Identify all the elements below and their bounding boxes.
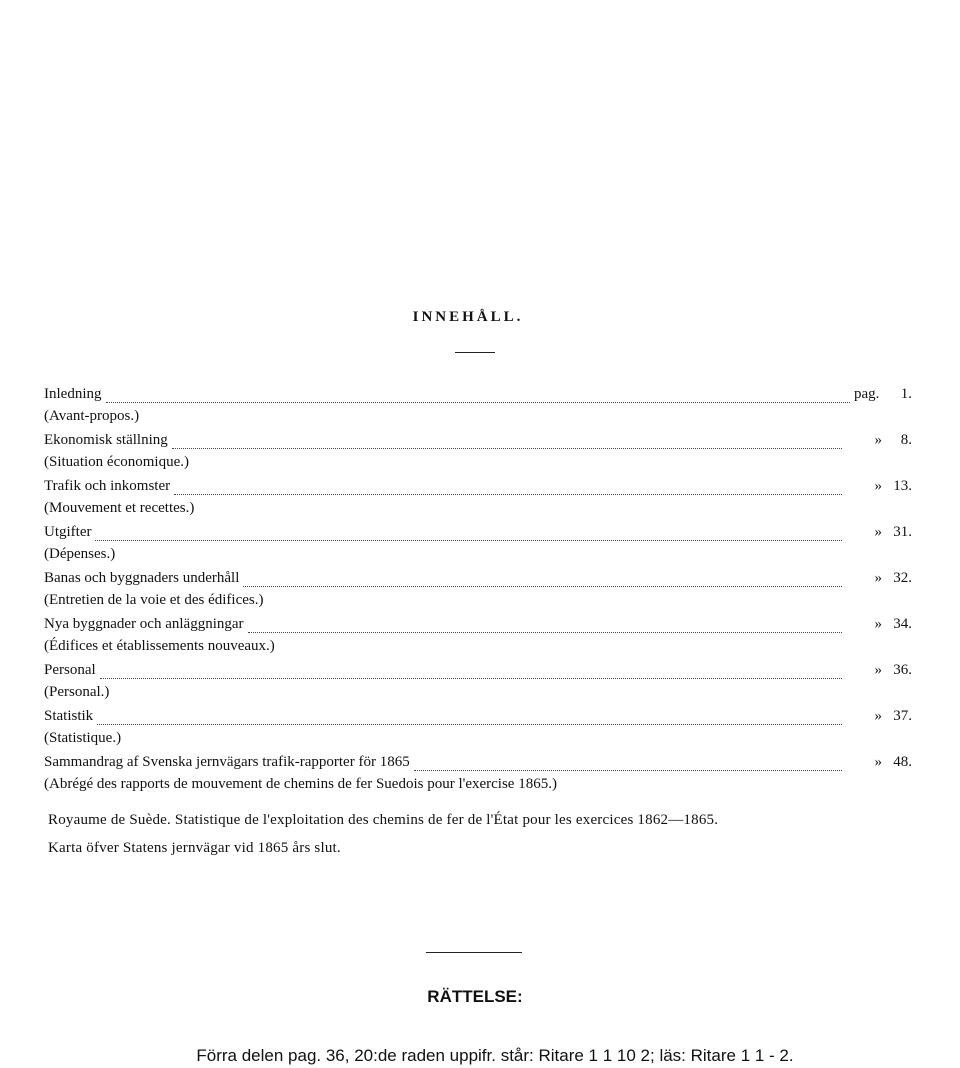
toc-page-number: 48.	[893, 754, 912, 770]
toc-page-prefix: »	[874, 662, 882, 678]
toc-entry-translation: (Édifices et établissements nouveaux.)	[44, 638, 275, 654]
toc-entry	[44, 478, 912, 524]
toc-page-number: 1.	[900, 386, 912, 402]
dot-leader	[414, 767, 842, 771]
dot-leader	[248, 629, 842, 633]
toc-entry-translation: (Avant-propos.)	[44, 408, 140, 424]
toc-page-number: 32.	[893, 570, 912, 586]
toc-entry-translation: (Entretien de la voie et des édifices.)	[44, 592, 264, 608]
toc-entry-title: Utgifter	[44, 524, 92, 540]
toc-entry	[44, 708, 912, 754]
toc-entry	[44, 616, 912, 662]
toc-page-prefix: »	[874, 570, 882, 586]
page-title: INNEHÅLL.	[412, 309, 524, 325]
toc-page-number: 34.	[893, 616, 912, 632]
toc-entry-title: Trafik och inkomster	[44, 478, 171, 494]
toc-page-prefix: »	[874, 708, 882, 724]
dot-leader	[97, 721, 842, 725]
toc-entry-title: Statistik	[44, 708, 94, 724]
toc-page-number: 36.	[893, 662, 912, 678]
toc-entry-title: Personal	[44, 662, 96, 678]
toc-entry	[44, 432, 912, 478]
toc-page-number: 31.	[893, 524, 912, 540]
toc-entry	[44, 662, 912, 708]
supplement-item: Royaume de Suède. Statistique de l'exploitation des chemins de fer de l'État pour les exercices 1862—1865.	[48, 812, 719, 828]
toc-entry-title: Banas och byggnaders underhåll	[44, 570, 240, 586]
dot-leader	[100, 675, 842, 679]
toc-page-prefix: »	[874, 432, 882, 448]
toc-entry-translation: (Statistique.)	[44, 730, 122, 746]
toc-entry-title: Ekonomisk ställning	[44, 432, 168, 448]
toc-page-prefix: »	[874, 478, 882, 494]
errata-heading: RÄTTELSE:	[427, 987, 523, 1006]
toc-entry	[44, 754, 912, 810]
toc-entry-title: Sammandrag af Svenska jernvägars trafik-rapporter för 1865	[44, 754, 410, 770]
dot-leader	[172, 445, 842, 449]
dot-leader	[95, 537, 842, 541]
toc-entry-title: Inledning	[44, 386, 102, 402]
toc-page-prefix: »	[874, 616, 882, 632]
toc-entry-translation: (Dépenses.)	[44, 546, 116, 562]
toc-entry	[44, 524, 912, 570]
toc-page-number: 37.	[893, 708, 912, 724]
toc-entry-translation: (Personal.)	[44, 684, 110, 700]
toc-entry	[44, 386, 912, 432]
toc-page-prefix: »	[874, 754, 882, 770]
toc-page-number: 13.	[893, 478, 912, 494]
toc-page-prefix: »	[874, 524, 882, 540]
toc-page-number: 8.	[900, 432, 912, 448]
toc-entry-title: Nya byggnader och anläggningar	[44, 616, 244, 632]
dot-leader	[106, 399, 851, 403]
table-of-contents	[44, 386, 912, 810]
toc-entry-translation: (Abrégé des rapports de mouvement de chemins de fer Suedois pour l'exercise 1865.)	[44, 776, 557, 792]
supplementary-contents	[48, 812, 908, 868]
dot-leader	[174, 491, 842, 495]
toc-page-prefix: pag.	[854, 386, 880, 402]
errata-text: Förra delen pag. 36, 20:de raden uppifr. står: Ritare 1 1 10 2; läs: Ritare 1 1 - 2.	[196, 1046, 794, 1065]
supplement-item: Karta öfver Statens jernvägar vid 1865 års slut.	[48, 840, 341, 856]
dot-leader	[243, 583, 842, 587]
toc-entry	[44, 570, 912, 616]
toc-entry-translation: (Situation économique.)	[44, 454, 189, 470]
toc-entry-translation: (Mouvement et recettes.)	[44, 500, 195, 516]
errata-divider	[426, 952, 522, 953]
title-divider	[455, 352, 495, 353]
